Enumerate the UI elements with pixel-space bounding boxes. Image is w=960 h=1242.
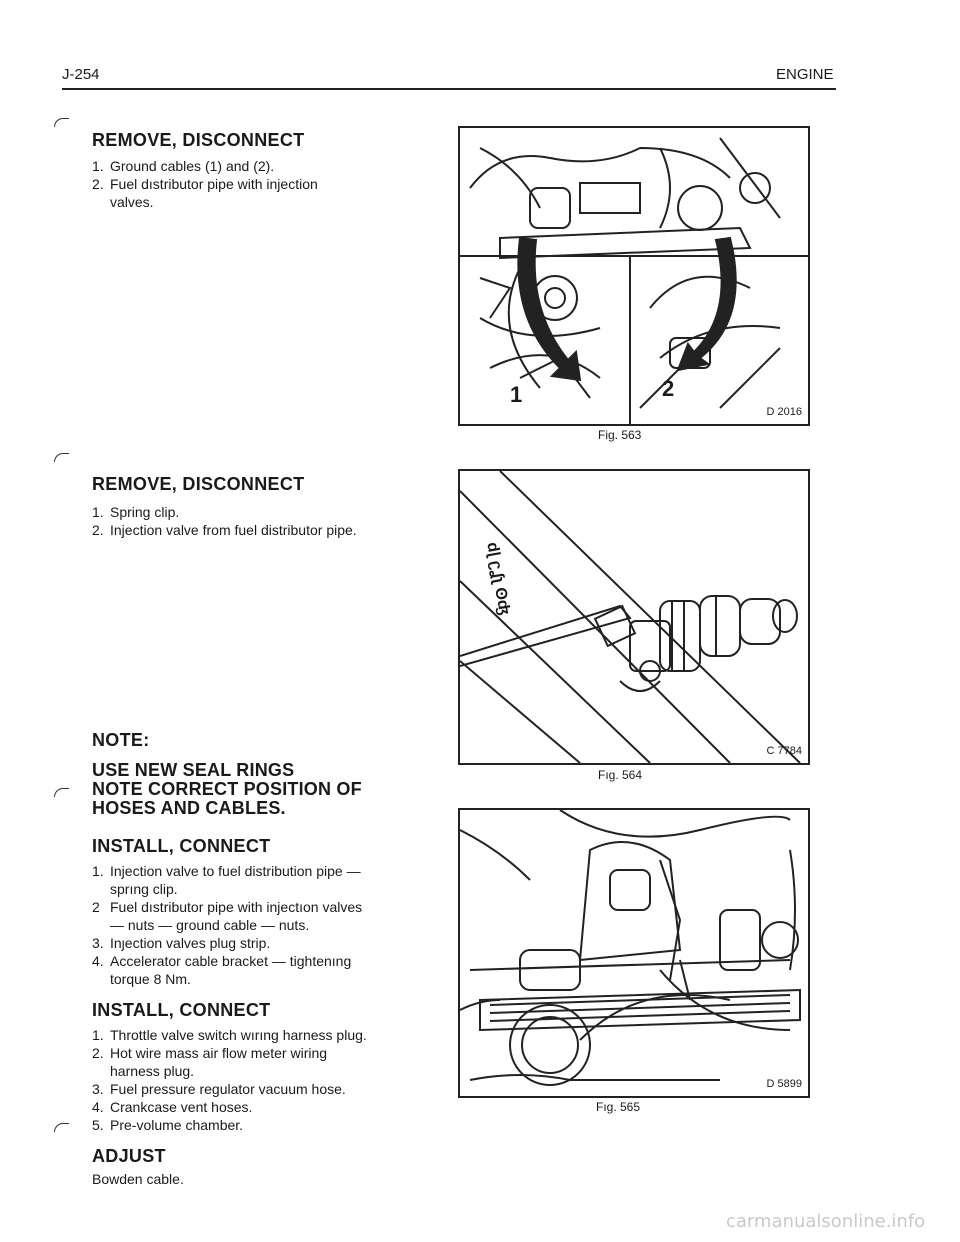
list-item: 4. Crankcase vent hoses. [92, 1099, 253, 1115]
section-heading-remove-2: REMOVE, DISCONNECT [92, 474, 305, 494]
figure-caption: Fig. 563 [598, 428, 642, 442]
adjust-text: Bowden cable. [92, 1171, 184, 1187]
list-item: 1. Throttle valve switch wırıng harness plug. [92, 1027, 367, 1043]
section-heading-install-1: INSTALL, CONNECT [92, 836, 271, 856]
engine-assembly-illustration [460, 810, 808, 1096]
list-item: 2. Injection valve from fuel distributor pipe. [92, 522, 357, 538]
note-body: USE NEW SEAL RINGS NOTE CORRECT POSITION OF HOSES AND CABLES. [92, 760, 362, 818]
list-item: 2. Fuel dıstributor pipe with injection valves. [92, 176, 318, 210]
section-heading-install-2: INSTALL, CONNECT [92, 1000, 271, 1020]
list-item: 1. Ground cables (1) and (2). [92, 158, 275, 174]
injection-valve-illustration [460, 471, 808, 763]
note-label: NOTE: [92, 730, 150, 750]
margin-mark [54, 1123, 69, 1132]
page-number: J-254 [62, 66, 100, 83]
figure-caption: Fıg. 564 [598, 768, 643, 782]
engine-top-illustration [460, 128, 808, 424]
figure-code: C 7784 [766, 745, 802, 757]
watermark: carmanualsonline.info [726, 1211, 926, 1232]
section-heading-adjust: ADJUST [92, 1146, 166, 1166]
list-item: 4. Accelerator cable bracket — tightenıng torque 8 Nm. [92, 953, 352, 987]
callout-1: 1 [510, 382, 523, 407]
figure-code: D 2016 [766, 406, 802, 418]
part-marking: ԁɭ ʗʆʅ ʘʤ [483, 541, 513, 617]
figure-caption: Fıg. 565 [596, 1100, 641, 1114]
section-heading-remove-1: REMOVE, DISCONNECT [92, 130, 305, 150]
list-item: 1. Injection valve to fuel distribution pipe — sprıng clip. [92, 863, 361, 897]
list-item: 3. Inȷection valves plug strip. [92, 935, 271, 951]
list-item: 1. Spring clip. [92, 504, 180, 520]
list-item: 3. Fuel pressure regulator vacuum hose. [92, 1081, 346, 1097]
list-item: 2. Hot wire mass air flow meter wiring harness plug. [92, 1045, 328, 1079]
header-rule [62, 88, 836, 90]
figure-code: D 5899 [766, 1078, 802, 1090]
figure-565 [458, 808, 810, 1098]
figure-564 [458, 469, 810, 765]
list-item: 5. Pre-volume chamber. [92, 1117, 244, 1133]
callout-2: 2 [662, 376, 675, 401]
margin-mark [54, 118, 69, 127]
list-item: 2 Fuel dıstributor pipe with injectıon valves — nuts — ground cable — nuts. [92, 899, 363, 933]
section-title: ENGINE [776, 66, 834, 83]
margin-mark [54, 453, 69, 462]
margin-mark [54, 788, 69, 797]
figure-563 [458, 126, 810, 426]
